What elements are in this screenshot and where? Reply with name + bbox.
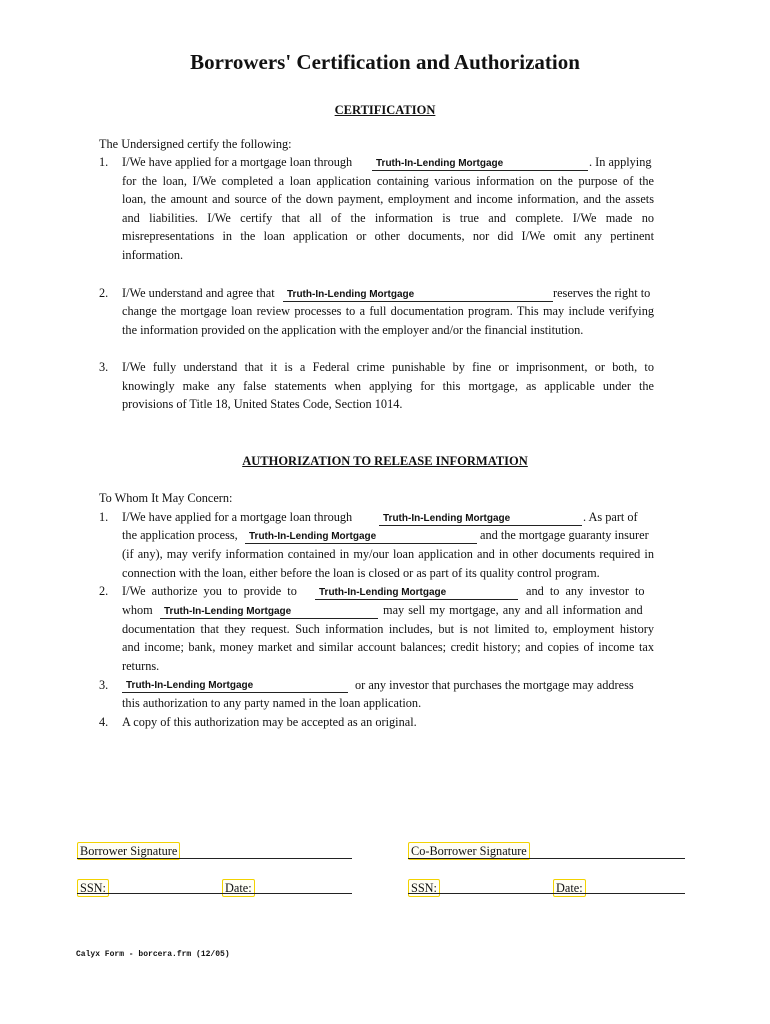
borrower-date-field[interactable]: Date:	[222, 879, 255, 897]
cert-item3-line: provisions of Title 18, United States Code, Section 1014.	[122, 397, 403, 411]
auth-item2-number: 2.	[99, 584, 109, 598]
auth-item2-post2: may sell my mortgage, any and all information and	[383, 603, 643, 617]
document-title: Borrowers' Certification and Authorization	[190, 50, 580, 74]
borrower-signature-line	[77, 858, 352, 859]
cert-item1-line: misrepresentations in the loan application or other documents, nor did I/We omit any pertinent	[122, 229, 654, 243]
coborrower-date-line	[553, 893, 685, 894]
auth-item1-number: 1.	[99, 510, 109, 524]
auth-item2-pre2: whom	[122, 603, 153, 617]
borrower-ssn-field[interactable]: SSN:	[77, 879, 109, 897]
auth-item1-lender-field[interactable]: Truth-In-Lending Mortgage	[379, 510, 582, 526]
auth-item1-insurer-field[interactable]: Truth-In-Lending Mortgage	[245, 528, 477, 544]
cert-item2-line: the information provided on the application with the employer and/or the financial institution.	[122, 323, 584, 337]
borrower-date-line	[222, 893, 352, 894]
cert-item1-line: for the loan, I/We completed a loan application containing various information on the purpose of the	[122, 174, 654, 188]
auth-item1-post: . As part of	[583, 510, 638, 524]
auth-item2-line: returns.	[122, 659, 160, 673]
auth-item3-post: or any investor that purchases the mortgage may address	[355, 678, 634, 692]
coborrower-signature-line	[408, 858, 685, 859]
cert-item1-number: 1.	[99, 155, 109, 169]
auth-item3-number: 3.	[99, 678, 109, 692]
auth-item1-line: connection with the loan, either before the loan is closed or as part of its quality control program.	[122, 566, 600, 580]
cert-item2-number: 2.	[99, 286, 109, 300]
cert-item1-post: . In applying	[589, 155, 652, 169]
cert-item1-pre: I/We have applied for a mortgage loan through	[122, 155, 353, 169]
auth-item4-number: 4.	[99, 715, 109, 729]
coborrower-date-field[interactable]: Date:	[553, 879, 586, 897]
auth-item4-text: A copy of this authorization may be accepted as an original.	[122, 715, 417, 729]
cert-item1-lender-field[interactable]: Truth-In-Lending Mortgage	[372, 155, 588, 171]
cert-item2-pre: I/We understand and agree that	[122, 286, 275, 300]
auth-item3-line: this authorization to any party named in the loan application.	[122, 696, 422, 710]
cert-item2-post: reserves the right to	[553, 286, 651, 300]
borrower-ssn-line	[77, 893, 222, 894]
auth-item1-pre: I/We have applied for a mortgage loan through	[122, 510, 353, 524]
authorization-intro: To Whom It May Concern:	[99, 491, 233, 505]
coborrower-ssn-field[interactable]: SSN:	[408, 879, 440, 897]
cert-item3-line: I/We fully understand that it is a Federal crime punishable by fine or imprisonment, or both, to	[122, 360, 654, 374]
cert-item1-line: loan, the amount and source of the down payment, employment and income information, and the assets	[122, 192, 654, 206]
auth-item2-provider-field[interactable]: Truth-In-Lending Mortgage	[315, 584, 518, 600]
borrower-signature-field[interactable]: Borrower Signature	[77, 842, 180, 860]
auth-item1-line: (if any), may verify information contained in my/our loan application and in other documents required in	[122, 547, 654, 561]
auth-item2-whom-field[interactable]: Truth-In-Lending Mortgage	[160, 603, 378, 619]
auth-item1-pre2: the application process,	[122, 528, 238, 542]
cert-item3-number: 3.	[99, 360, 109, 374]
auth-item2-line: and income; bank, money market and similar account balances; credit history; and copies of income tax	[122, 640, 654, 654]
form-footer: Calyx Form - borcera.frm (12/05)	[76, 950, 230, 959]
auth-item2-pre: I/We authorize you to provide to	[122, 584, 297, 598]
certification-intro: The Undersigned certify the following:	[99, 137, 292, 151]
authorization-heading: AUTHORIZATION TO RELEASE INFORMATION	[242, 454, 528, 468]
cert-item1-line: and liabilities. I/We certify that all of the information is true and complete. I/We made no	[122, 211, 654, 225]
coborrower-signature-field[interactable]: Co-Borrower Signature	[408, 842, 530, 860]
auth-item2-post: and to any investor to	[526, 584, 645, 598]
certification-heading: CERTIFICATION	[334, 103, 436, 117]
coborrower-ssn-line	[408, 893, 553, 894]
cert-item3-line: knowingly make any false statements when applying for this mortgage, as applicable under the	[122, 379, 654, 393]
cert-item2-line: change the mortgage loan review processes to a full documentation program. This may include verifying	[122, 304, 654, 318]
auth-item2-line: documentation that they request. Such information includes, but is not limited to, employment history	[122, 622, 654, 636]
cert-item1-line: information.	[122, 248, 184, 262]
cert-item2-lender-field[interactable]: Truth-In-Lending Mortgage	[283, 286, 553, 302]
auth-item1-post2: and the mortgage guaranty insurer	[480, 528, 649, 542]
auth-item3-lender-field[interactable]: Truth-In-Lending Mortgage	[122, 677, 348, 693]
